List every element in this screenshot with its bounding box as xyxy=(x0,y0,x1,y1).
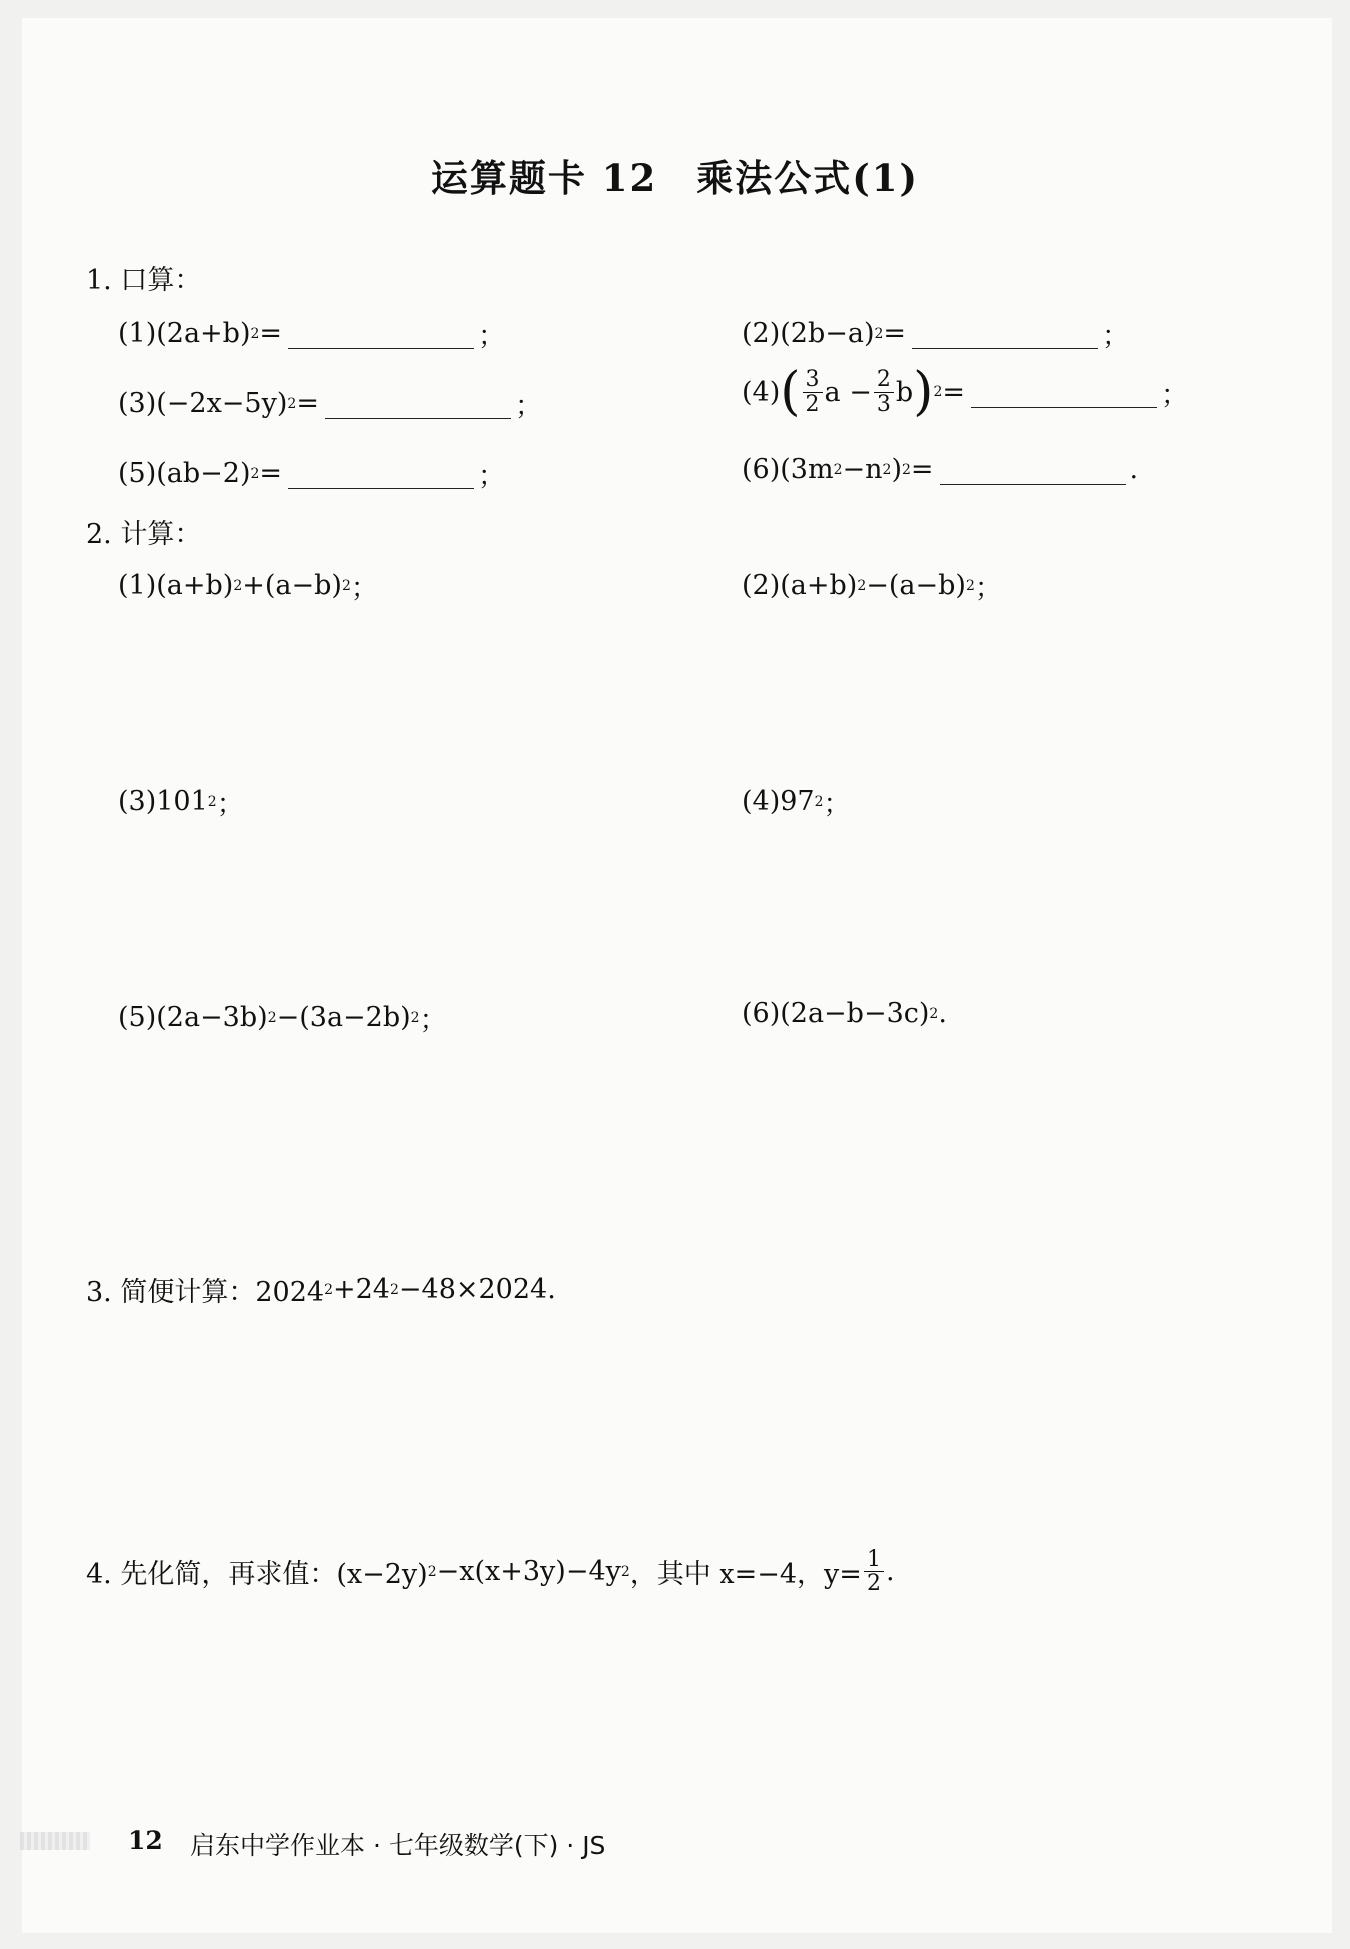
exponent: 2 xyxy=(233,577,243,594)
expression: 4. 先化简，再求值：(x−2y) xyxy=(86,1559,428,1591)
q2-item-2 xyxy=(742,566,1002,605)
page-number: 12 xyxy=(128,1826,163,1855)
exponent: 2 xyxy=(874,325,884,342)
expression: ，其中 x=−4，y= xyxy=(629,1559,862,1591)
q2-item-4 xyxy=(742,782,851,821)
expression: −48×2024. xyxy=(398,1274,556,1305)
expression: −n xyxy=(842,454,883,485)
expression: (3)101 xyxy=(118,786,208,817)
q1-item-4 xyxy=(742,362,1188,422)
q2-item-3 xyxy=(118,782,244,821)
expression: (−2x−5y) xyxy=(156,388,288,419)
exponent: 2 xyxy=(882,461,892,478)
q1-item-2 xyxy=(742,314,1129,353)
right-paren: ) xyxy=(913,362,934,422)
q1-item-1 xyxy=(118,314,505,353)
expression: −(3a−2b) xyxy=(276,1002,411,1033)
punctuation: ； xyxy=(350,573,378,604)
exponent: 2 xyxy=(620,1563,630,1580)
item-number: (2) xyxy=(742,318,781,349)
exponent: 2 xyxy=(857,577,867,594)
punctuation: . xyxy=(1129,454,1139,485)
expression: (2a+b) xyxy=(156,318,251,349)
answer-blank[interactable] xyxy=(912,318,1098,349)
expression: +24 xyxy=(332,1274,390,1305)
exponent: 2 xyxy=(389,1281,399,1298)
expression: (ab−2) xyxy=(156,458,251,489)
punctuation: . xyxy=(938,998,947,1029)
exponent: 2 xyxy=(250,465,260,482)
answer-blank[interactable] xyxy=(288,318,474,349)
expression: (3m xyxy=(780,454,834,485)
fraction-1-2: $\frac{1}{2}$ xyxy=(864,1548,884,1595)
q1-item-3 xyxy=(118,384,542,423)
left-paren: ( xyxy=(780,362,801,422)
exponent: 2 xyxy=(427,1563,437,1580)
q2-item-5 xyxy=(118,998,447,1037)
exponent: 2 xyxy=(410,1009,420,1026)
expression: (2)(a+b) xyxy=(742,570,858,601)
expression: (1)(a+b) xyxy=(118,570,234,601)
exponent: 2 xyxy=(341,577,351,594)
question-1-label: 1. 口算： xyxy=(86,265,202,296)
expression: (4)97 xyxy=(742,786,815,817)
equals-sign: = xyxy=(883,318,907,349)
fraction-3-2: $\frac{3}{2}$ xyxy=(803,368,823,415)
exponent: 2 xyxy=(267,1009,277,1026)
question-4 xyxy=(86,1548,895,1595)
punctuation: ； xyxy=(1102,321,1130,352)
punctuation: ； xyxy=(1161,379,1188,411)
equals-sign: = xyxy=(942,376,965,408)
expression: (5)(2a−3b) xyxy=(118,1002,268,1033)
punctuation: ； xyxy=(419,1005,447,1036)
item-number: (5) xyxy=(118,458,157,489)
item-number: (3) xyxy=(118,388,157,419)
exponent: 2 xyxy=(929,1005,939,1022)
expression: a − xyxy=(824,376,872,408)
footer-book-title: 启东中学作业本 · 七年级数学(下) · JS xyxy=(190,1831,606,1860)
question-2-label: 2. 计算： xyxy=(86,519,202,550)
punctuation: ； xyxy=(478,461,506,492)
item-number: (1) xyxy=(118,318,157,349)
punctuation: ； xyxy=(216,789,244,820)
punctuation: ； xyxy=(823,789,851,820)
equals-sign: = xyxy=(296,388,319,419)
exponent: 2 xyxy=(814,793,824,810)
expression: (2b−a) xyxy=(780,318,875,349)
exponent: 2 xyxy=(965,577,975,594)
punctuation: ； xyxy=(514,391,542,422)
question-3 xyxy=(86,1270,556,1309)
equals-sign: = xyxy=(259,318,283,349)
equals-sign: = xyxy=(910,454,934,485)
equals-sign: = xyxy=(259,458,283,489)
expression: −x(x+3y)−4y xyxy=(436,1556,621,1588)
worksheet-page xyxy=(22,18,1332,1933)
q1-item-6 xyxy=(742,454,1138,485)
answer-blank[interactable] xyxy=(288,458,474,489)
answer-blank[interactable] xyxy=(971,377,1157,408)
expression: +(a−b) xyxy=(242,570,342,601)
expression: 3. 简便计算：2024 xyxy=(86,1277,325,1308)
q1-item-5 xyxy=(118,454,505,493)
exponent: 2 xyxy=(287,395,297,412)
item-number: (6) xyxy=(742,454,781,485)
q2-item-6 xyxy=(742,998,947,1029)
expression: b xyxy=(895,376,914,408)
exponent: 2 xyxy=(833,461,843,478)
exponent: 2 xyxy=(933,384,943,400)
exponent: 2 xyxy=(250,325,260,342)
expression: ) xyxy=(891,454,902,485)
q2-item-1 xyxy=(118,566,378,605)
answer-blank[interactable] xyxy=(325,388,511,419)
item-number: (4) xyxy=(742,376,781,408)
punctuation: ； xyxy=(974,573,1002,604)
expression: −(a−b) xyxy=(866,570,966,601)
expression: (6)(2a−b−3c) xyxy=(742,998,930,1029)
margin-mark xyxy=(20,1832,90,1850)
answer-blank[interactable] xyxy=(940,454,1126,485)
exponent: 2 xyxy=(207,793,217,810)
punctuation: ； xyxy=(478,321,506,352)
fraction-2-3: $\frac{2}{3}$ xyxy=(874,368,894,415)
exponent: 2 xyxy=(901,461,911,478)
punctuation: . xyxy=(885,1556,895,1588)
exponent: 2 xyxy=(324,1281,333,1298)
page-title: 运算题卡 12 乘法公式(1) xyxy=(430,156,920,200)
